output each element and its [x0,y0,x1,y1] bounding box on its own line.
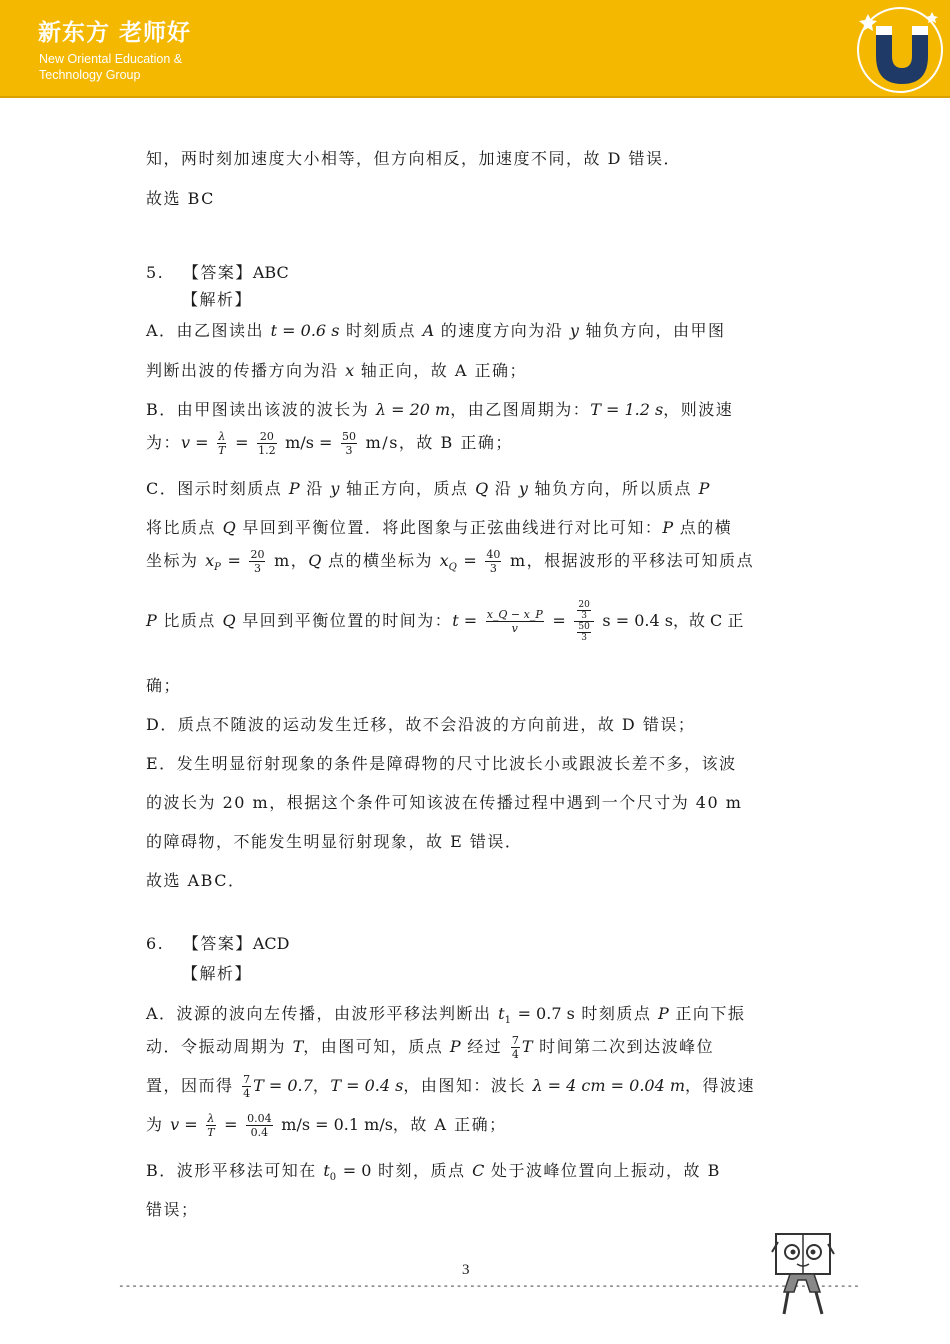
math-sub: 1 [504,1015,511,1027]
fraction [249,548,265,575]
question-number: 6. [146,934,165,953]
frac-num: 20 [578,600,590,610]
frac-den: 4 [511,1048,519,1061]
text-seg: 轴正向，故 A 正确； [360,361,527,380]
frac-den: 3 [253,562,261,575]
text-seg: 点的横 [679,518,733,537]
text-line: 确； [146,676,182,695]
math-seg: y [569,321,579,340]
text-line: 知，两时刻加速度大小相等，但方向相反，加速度不同，故 D 错误． [146,149,682,168]
brand-name-en [39,51,259,83]
question-5-answer [146,260,289,283]
math-seg: = [224,1115,238,1134]
math-seg: T [521,1037,533,1056]
text-line: 错误； [146,1200,199,1219]
analysis-tag: 【解析】 [182,964,253,983]
math-seg: x [205,551,215,570]
text-seg: ， [312,1076,331,1095]
text-seg: 将比质点 [146,518,217,537]
frac-num: λ [207,1112,215,1125]
text-seg: 经过 [467,1037,503,1056]
text-seg: ，得波速 [685,1076,756,1095]
text-line [146,600,743,643]
frac-num: 20 [250,548,265,561]
text-seg: ，故 A 正确； [392,1115,507,1134]
text-line [146,1073,755,1100]
math-seg: m/s = [285,433,333,452]
header-divider [0,96,950,98]
text-seg: ，由图可知，质点 [303,1037,444,1056]
math-seg: v = [181,433,209,452]
text-seg: 处于波峰位置向上振动，故 B [490,1161,721,1180]
math-seg: P [449,1037,461,1056]
text-seg: 正向下振 [675,1004,746,1023]
text-seg: ，由乙图周期为： [450,400,591,419]
compound-fraction [574,600,593,643]
text-seg: 沿 [306,479,324,498]
text-seg: ，由图知：波长 [403,1076,526,1095]
math-seg: t = [452,611,478,630]
frac-den: 3 [581,611,587,621]
text-line [146,430,513,457]
frac-num: 7 [243,1073,251,1086]
frac-den: T [218,444,226,457]
text-seg: 时刻质点 [581,1004,652,1023]
text-seg: 的速度方向为沿 [440,321,564,340]
frac-den: 3 [489,562,497,575]
math-seg: = [235,433,249,452]
math-seg: y [518,479,528,498]
math-seg: T = 0.4 s [330,1076,404,1095]
math-seg: T = 0.7 [253,1076,313,1095]
question-number: 5. [146,263,165,282]
math-seg: t [323,1161,330,1180]
text-seg: 轴负方向，由甲图 [585,321,726,340]
text-seg: 坐标为 [146,551,199,570]
frac-num: 40 [486,548,501,561]
text-line: D．质点不随波的运动发生迁移，故不会沿波的方向前进，故 D 错误； [146,715,696,734]
text-seg: 置，因而得 [146,1076,234,1095]
text-seg: A．波源的波向左传播，由波形平移法判断出 [146,1004,492,1023]
frac-den: T [207,1126,215,1139]
frac-num: λ [218,430,226,443]
text-seg: 早回到平衡位置．将此图象与正弦曲线进行对比可知： [242,518,663,537]
fraction [206,1112,215,1139]
math-seg: Q [222,518,236,537]
text-line: 的障碍物，不能发生明显衍射现象，故 E 错误． [146,832,523,851]
math-seg: C [472,1161,485,1180]
math-seg: P [698,479,710,498]
answer-value: ABC [252,263,289,282]
math-seg: T [292,1037,304,1056]
text-seg: 点的横坐标为 [327,551,433,570]
math-seg: = [227,551,241,570]
text-seg: m， [274,551,309,570]
text-line [146,1112,507,1139]
math-seg: x [439,551,449,570]
text-seg: 比质点 [163,611,216,630]
fraction [242,1073,251,1100]
text-line [146,1034,714,1061]
question-6-answer [146,931,290,954]
text-line: 故选 BC [146,189,215,208]
answer-value: ACD [252,934,290,953]
math-seg: x [345,361,355,380]
brand-en-line1: New Oriental Education & [39,52,183,66]
frac-den [574,622,593,643]
fraction [257,430,277,457]
text-seg: B．波形平移法可知在 [146,1161,317,1180]
math-seg: t = 0.6 s [270,321,340,340]
book-mascot-icon [770,1230,836,1320]
text-line [146,397,733,420]
text-seg: 沿 [494,479,513,498]
frac-den: 3 [345,444,353,457]
math-seg: P [662,518,674,537]
frac-num: 50 [342,430,357,443]
fraction [577,600,590,621]
math-seg: λ = 4 cm = 0.04 m [532,1076,686,1095]
footer-dash-rule: ---------------------------------------------------------------------------------------------------------------- [118,1279,860,1292]
fraction [341,430,357,457]
text-seg: 轴负方向，所以质点 [534,479,693,498]
fraction [485,548,501,575]
frac-den: v [511,622,518,635]
text-seg: m/s，故 B 正确； [365,433,513,452]
text-line: E．发生明显衍射现象的条件是障碍物的尺寸比波长小或跟波长差不多，该波 [146,754,737,773]
text-seg: 为 [146,1115,164,1134]
brand-name-cn: 新东方 老师好 [38,20,192,46]
text-line [146,1158,721,1183]
text-seg: 判断出波的传播方向为沿 [146,361,339,380]
math-seg: Q [308,551,322,570]
math-seg: λ = 20 m [375,400,451,419]
text-seg: 时刻质点 [346,321,417,340]
fraction [246,1112,273,1139]
text-line [146,515,732,538]
math-seg: = [463,551,477,570]
text-seg: C．图示时刻质点 [146,479,283,498]
text-seg: 时刻，质点 [378,1161,466,1180]
frac-den: 0.4 [250,1126,269,1139]
frac-num: x_Q − x_P [486,608,543,621]
text-line: 的波长为 20 m，根据这个条件可知该波在传播过程中遇到一个尺寸为 40 m [146,793,743,812]
math-seg: Q [222,611,236,630]
brand-en-line2: Technology Group [39,68,141,82]
analysis-tag: 【解析】 [182,290,253,309]
text-seg: 早回到平衡位置的时间为： [242,611,453,630]
text-seg: 动．令振动周期为 [146,1037,287,1056]
magnet-logo-icon [854,6,946,94]
math-seg: m/s = 0.1 m/s [281,1115,393,1134]
frac-den: 1.2 [258,444,276,457]
frac-num [574,600,593,622]
math-sub: 0 [329,1172,337,1184]
frac-num: 20 [257,430,277,444]
answer-tag: 【答案】 [182,263,253,282]
fraction [217,430,226,457]
text-seg: B．由甲图读出该波的波长为 [146,400,370,419]
frac-num: 0.04 [247,1112,272,1125]
text-seg: 为： [146,433,182,452]
math-seg: t [498,1004,505,1023]
math-seg: = 0.7 s [517,1004,575,1023]
math-seg: y [330,479,340,498]
frac-num: 50 [578,622,590,632]
text-line [146,318,726,341]
math-seg: P [288,479,300,498]
page-number: 3 [462,1262,470,1278]
text-seg: ，则波速 [663,400,734,419]
math-sub: Q [448,562,457,574]
text-line [146,548,754,575]
math-sub: P [214,562,221,574]
text-seg: 时间第二次到达波峰位 [539,1037,715,1056]
math-seg: s = 0.4 s，故 C 正 [602,611,744,630]
math-seg: Q [475,479,489,498]
frac-den: 3 [581,633,587,643]
fraction [511,1034,520,1061]
text-seg: 轴正方向，质点 [345,479,469,498]
text-line: 故选 ABC． [146,871,246,890]
fraction [486,608,544,635]
frac-num: 7 [511,1034,519,1047]
math-seg: P [658,1004,669,1023]
math-seg: = [552,611,566,630]
fraction [577,622,590,643]
math-seg: A [422,321,435,340]
text-line [146,476,709,499]
text-line [146,358,527,381]
text-line [146,1001,745,1026]
answer-tag: 【答案】 [182,934,253,953]
math-seg: T = 1.2 s [590,400,664,419]
math-seg: v = [170,1115,198,1134]
text-seg: A．由乙图读出 [146,321,265,340]
math-seg: = 0 [342,1161,372,1180]
math-seg: P [146,611,157,630]
text-seg: m，根据波形的平移法可知质点 [510,551,755,570]
frac-den: 4 [243,1087,251,1100]
